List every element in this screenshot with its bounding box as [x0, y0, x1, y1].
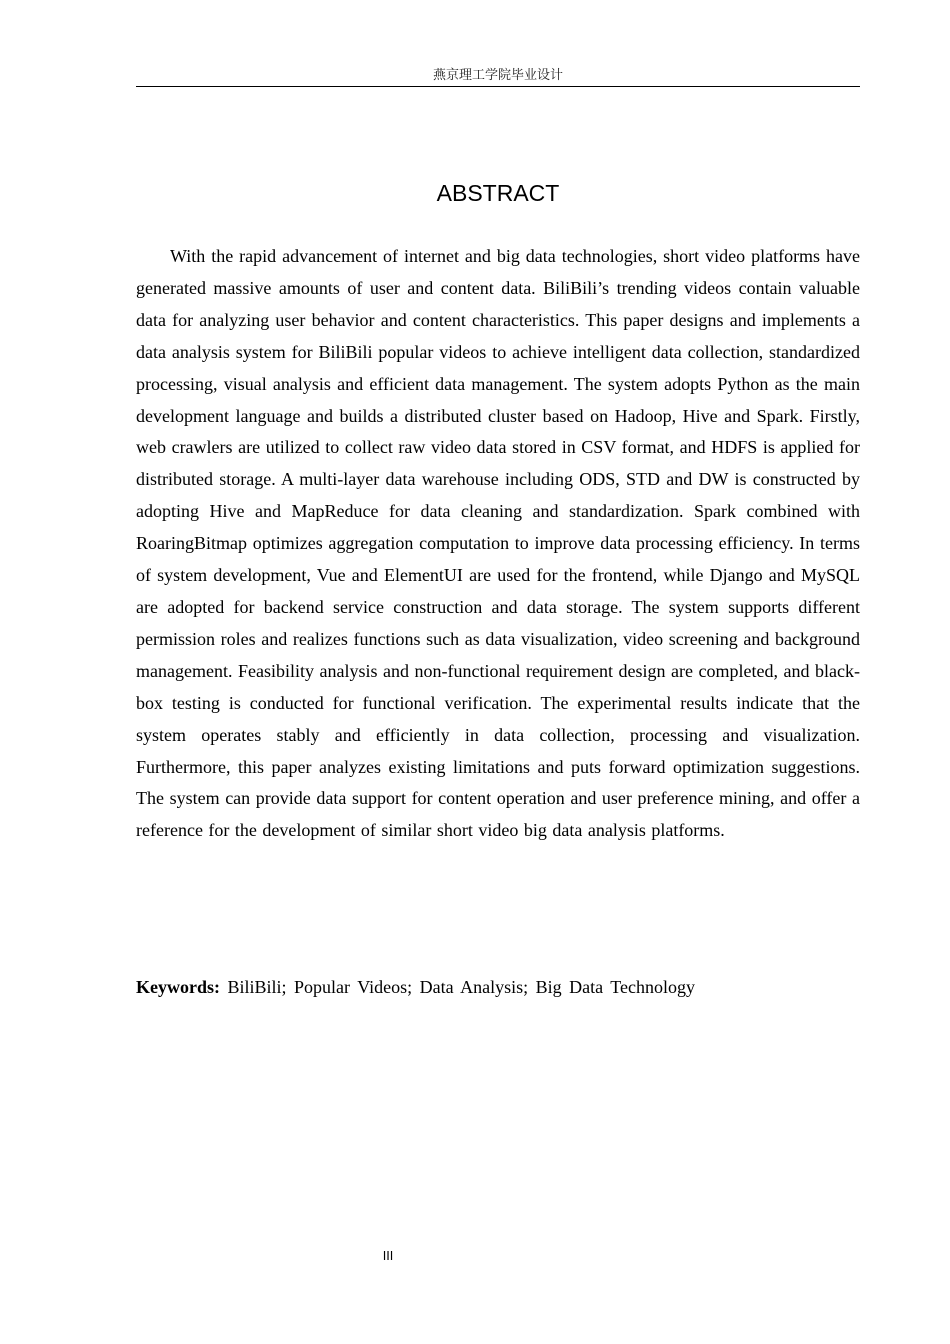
keywords-label: Keywords: [136, 977, 220, 997]
page-header [136, 66, 860, 87]
keywords-value: BiliBili; Popular Videos; Data Analysis; Big Data Technology [227, 977, 695, 997]
header-title: 燕京理工学院毕业设计 [432, 68, 563, 83]
keywords-line [136, 972, 860, 1003]
page-number: III [382, 1249, 394, 1263]
abstract-title: ABSTRACT [436, 180, 560, 206]
abstract-body: With the rapid advancement of internet and big data technologies, short video platforms have generated massive amounts of user and content data. BiliBili’s trending videos contain valuable data for analyzing user behavior and content characteristics. This paper designs and implements a data analysis system for BiliBili popular videos to achieve intelligent data collection, standardized processing, visual analysis and efficient data management. The system adopts Python as the main development language and builds a distributed cluster based on Hadoop, Hive and Spark. Firstly, web crawlers are utilized to collect raw video data stored in CSV format, and HDFS is applied for distributed storage. A multi-layer data warehouse including ODS, STD and DW is constructed by adopting Hive and MapReduce for data cleaning and standardization. Spark combined with RoaringBitmap optimizes aggregation computation to improve data processing efficiency. In terms of system development, Vue and ElementUI are used for the frontend, while Django and MySQL are adopted for backend service construction and data storage. The system supports different permission roles and realizes functions such as data visualization, video screening and background management. Feasibility analysis and non-functional requirement design are completed, and black-box testing is conducted for functional verification. The experimental results indicate that the system operates stably and efficiently in data collection, processing and visualization. Furthermore, this paper analyzes existing limitations and puts forward optimization suggestions. The system can provide data support for content operation and user preference mining, and offer a reference for the development of similar short video big data analysis platforms. [136, 246, 860, 841]
